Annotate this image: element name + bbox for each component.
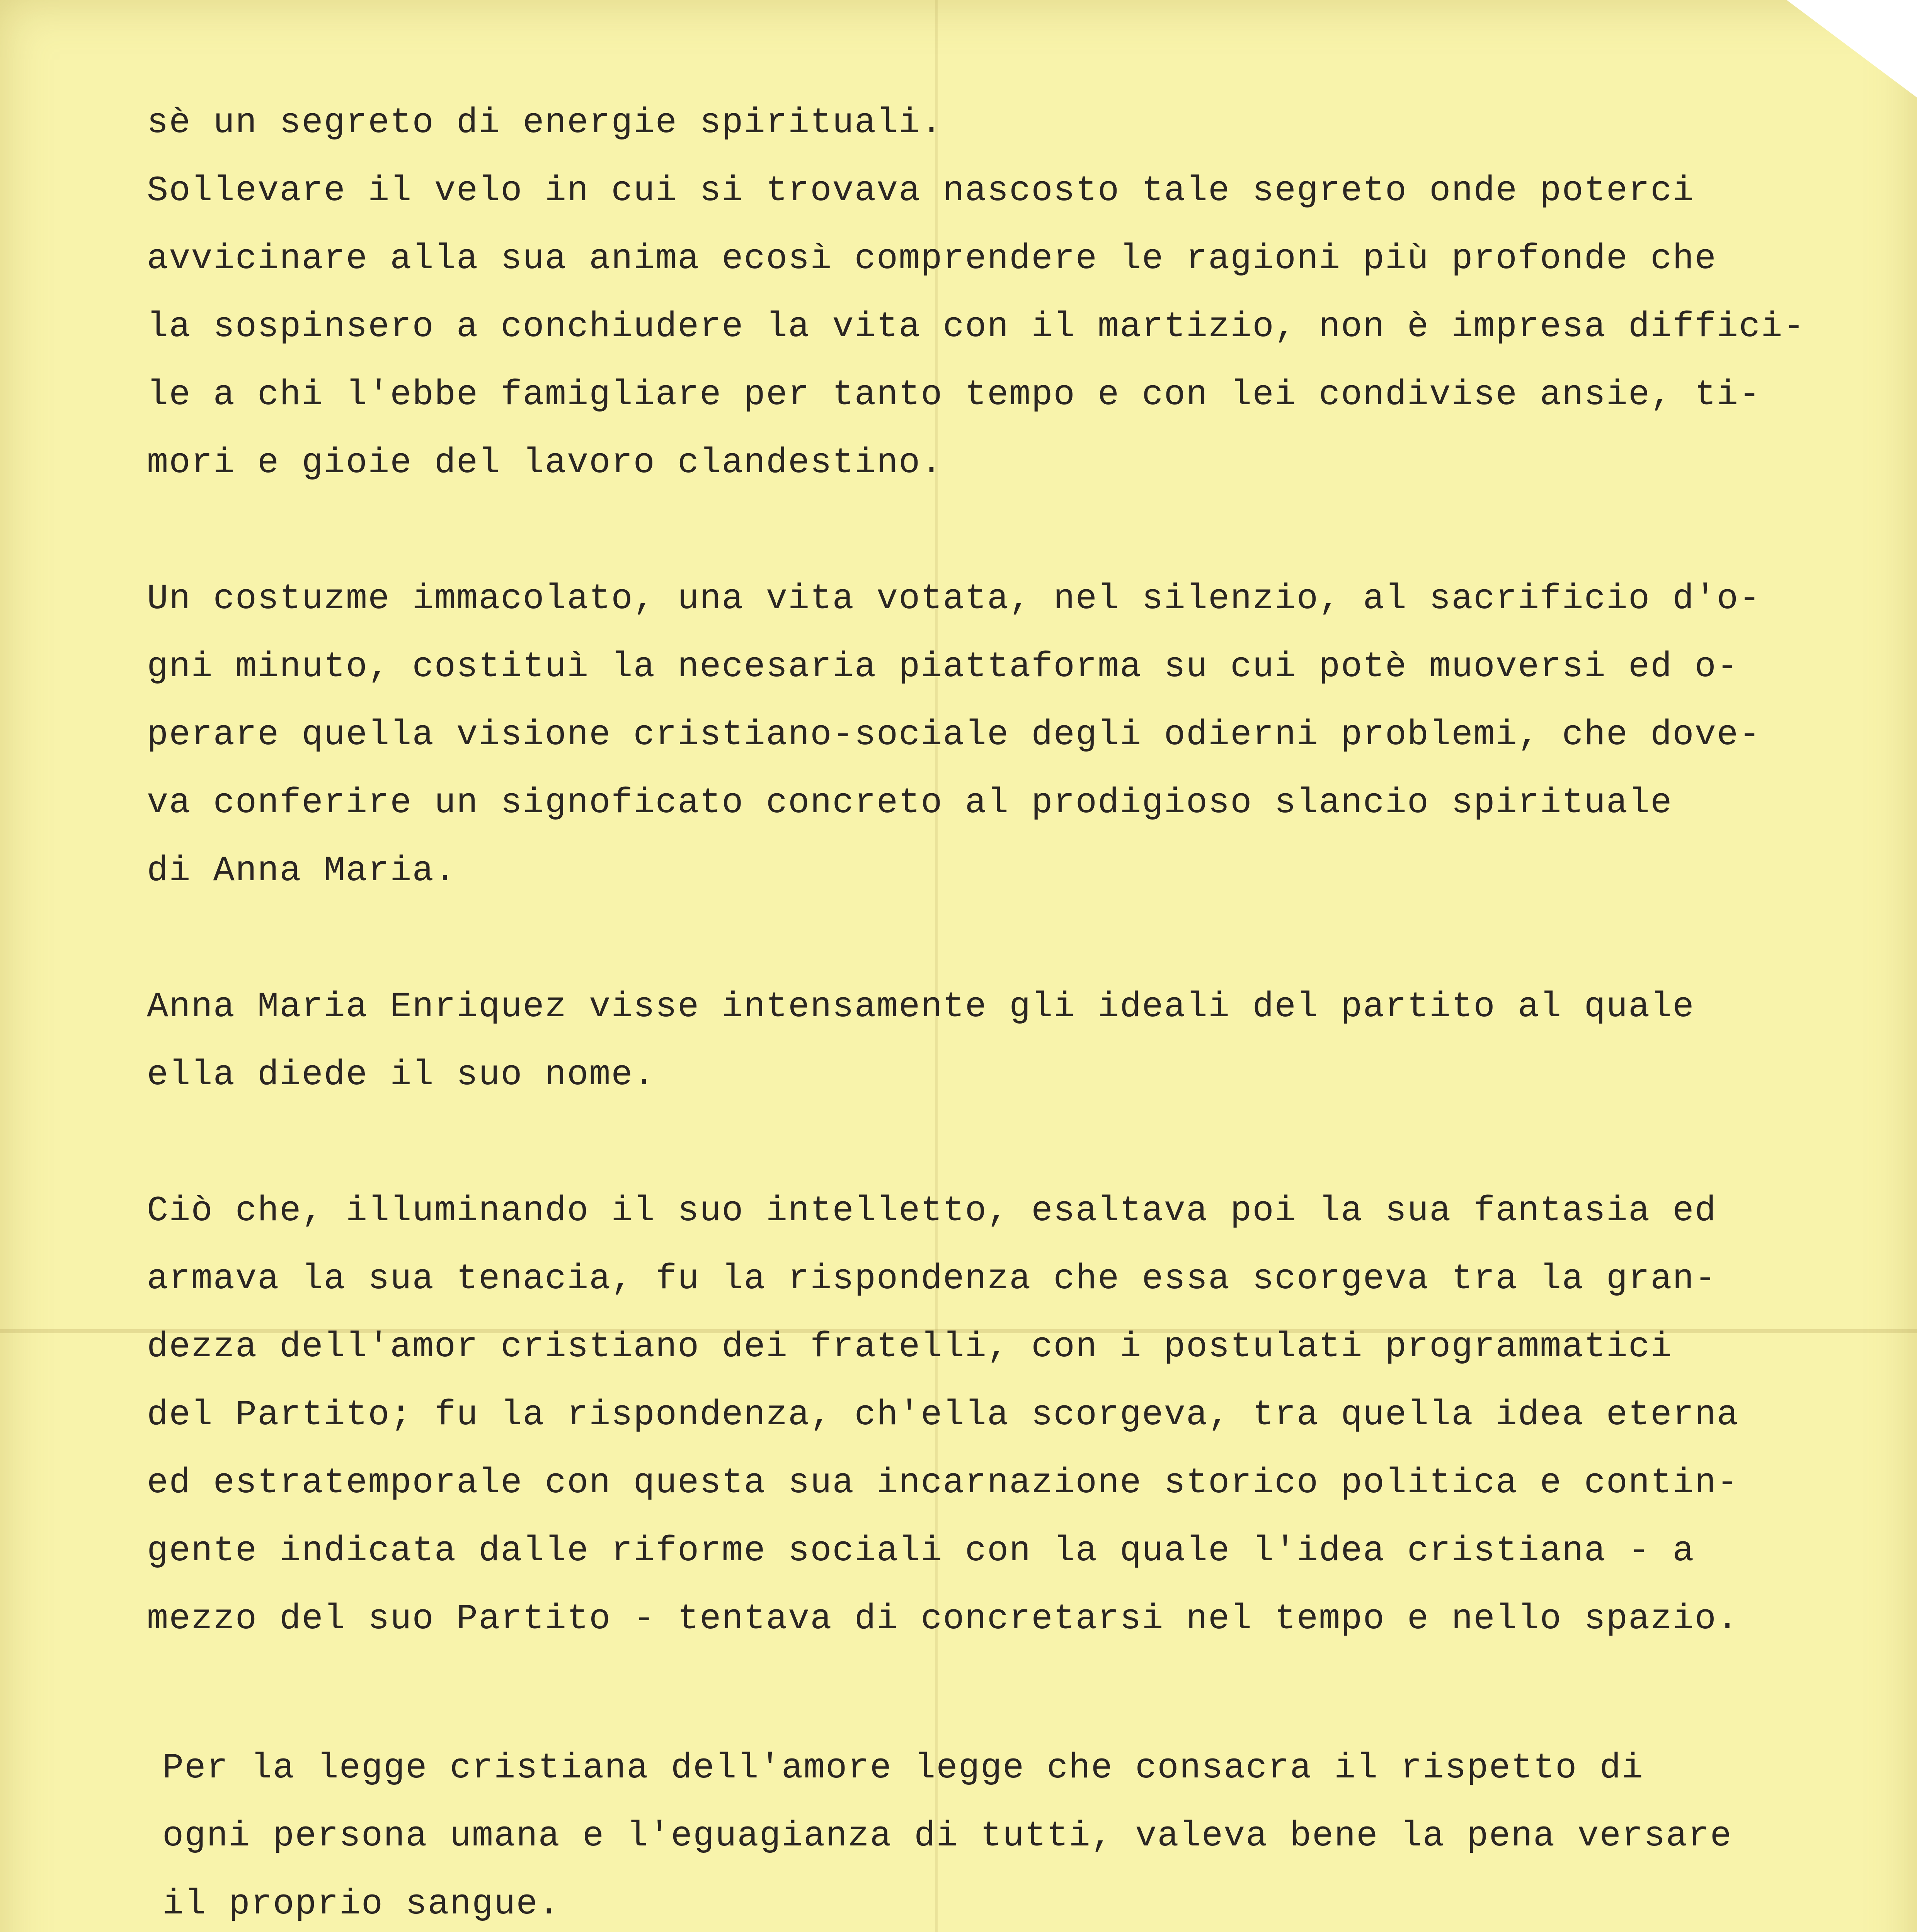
text-line: del Partito; fu la rispondenza, ch'ella scorgeva, tra quella idea eterna [147,1395,1739,1435]
text-line: mori e gioie del lavoro clandestino. [147,442,943,483]
text-line: ella diede il suo nome. [147,1054,655,1095]
text-line: Ciò che, illuminando il suo intelletto, esaltava poi la sua fantasia ed [147,1190,1717,1231]
text-line: la sospinsero a conchiudere la vita con il martizio, non è impresa diffici- [147,306,1805,347]
text-line: gni minuto, costituì la necesaria piattaforma su cui potè muoversi ed o- [147,646,1739,687]
text-line: perare quella visione cristiano-sociale degli odierni problemi, che dove- [147,714,1761,755]
text-line: dezza dell'amor cristiano dei fratelli, con i postulati programmatici [147,1327,1673,1367]
text-line: gente indicata dalle riforme sociali con la quale l'idea cristiana - a [147,1531,1695,1571]
text-line: avvicinare alla sua anima ecosì comprendere le ragioni più profonde che [147,238,1717,279]
text-line: di Anna Maria. [147,850,456,891]
text-line: le a chi l'ebbe famigliare per tanto tempo e con lei condivise ansie, ti- [147,374,1761,415]
text-line: Un costuzme immacolato, una vita votata, nel silenzio, al sacrificio d'o- [147,578,1761,619]
text-line: Per la legge cristiana dell'amore legge che consacra il rispetto di [162,1748,1644,1788]
typewritten-text [147,89,1855,1932]
text-line: armava la sua tenacia, fu la rispondenza che essa scorgeva tra la gran- [147,1259,1717,1299]
text-line: Anna Maria Enriquez visse intensamente gli ideali del partito al quale [147,986,1695,1027]
text-line: sè un segreto di energie spirituali. [147,102,943,143]
text-line: ed estratemporale con questa sua incarnazione storico politica e contin- [147,1463,1739,1503]
text-line: Sollevare il velo in cui si trovava nascosto tale segreto onde poterci [147,170,1695,211]
text-line: ogni persona umana e l'eguagianza di tutti, valeva bene la pena versare [162,1816,1732,1856]
text-line: mezzo del suo Partito - tentava di concretarsi nel tempo e nello spazio. [147,1599,1739,1639]
text-line: va conferire un signoficato concreto al prodigioso slancio spirituale [147,782,1673,823]
text-line: il proprio sangue. [162,1884,560,1924]
